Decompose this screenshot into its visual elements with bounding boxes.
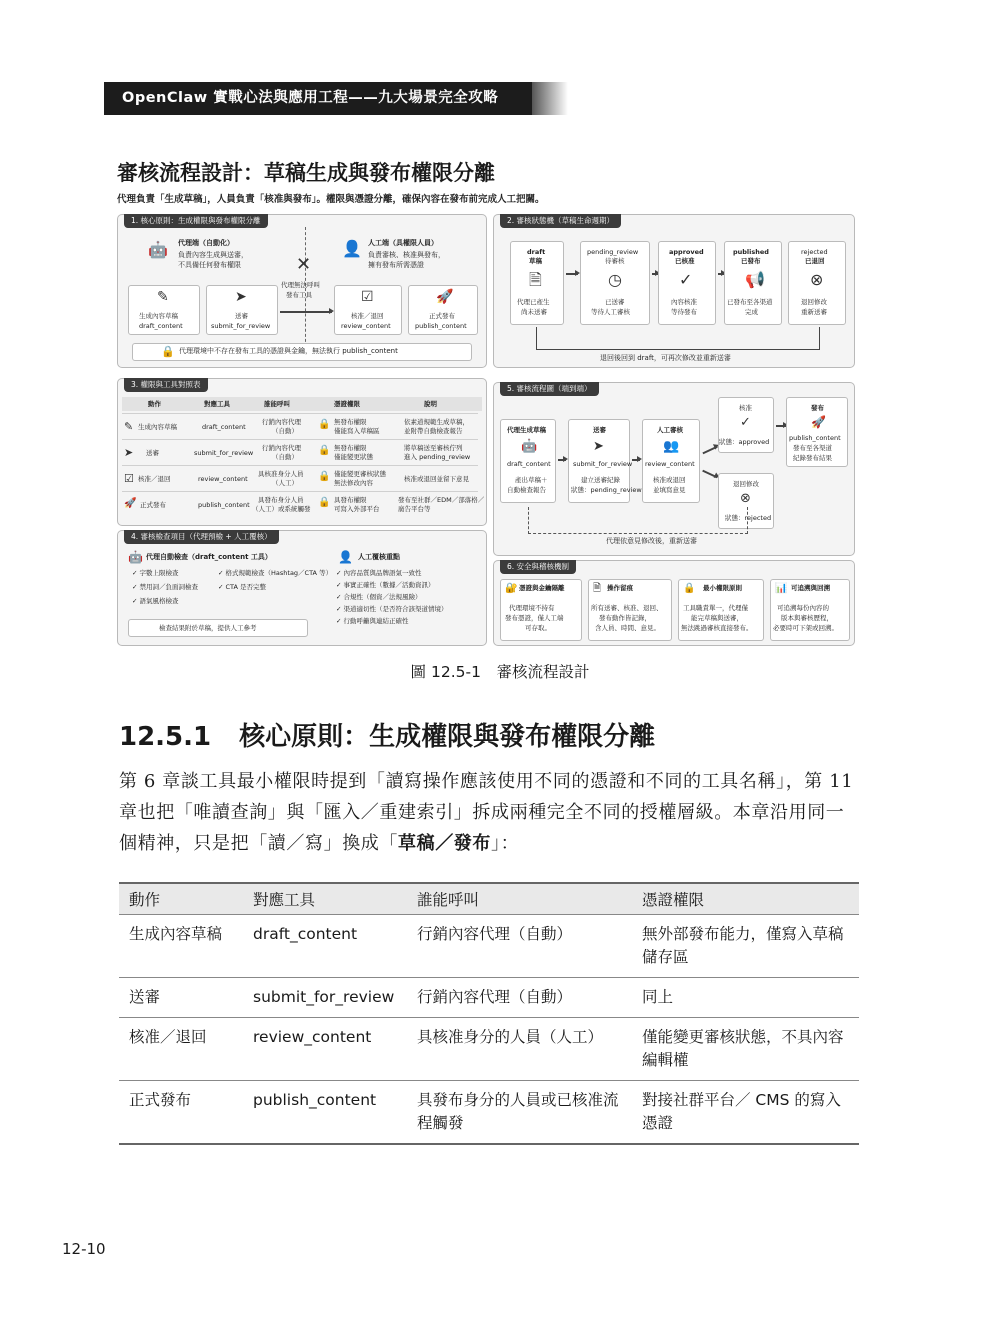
check-item: ✓ CTA 是否完整 — [218, 583, 267, 591]
security-item — [500, 579, 582, 641]
panel-label: 2. 審核狀態機（草稿生命週期） — [500, 214, 621, 228]
tool-box-draft — [128, 285, 200, 335]
approve-state: 狀態：approved — [719, 438, 770, 446]
check-item-text: 事實正確性（數據／活動資訊） — [343, 581, 435, 589]
check-item-text: 合規性（個資／法規風險） — [343, 593, 422, 601]
figure-title: 審核流程設計：草稿生成與發布權限分離 — [117, 161, 495, 185]
robot-icon: 🤖 — [521, 439, 538, 454]
tool-label: 送審 — [235, 312, 248, 320]
cell-caller: 具核准身分人員 — [258, 470, 304, 478]
state-desc: 已發布至各渠道 — [727, 298, 773, 306]
state-desc: 尚未送審 — [521, 308, 547, 316]
panel-check-items — [117, 530, 487, 646]
col-header: 動作 — [148, 400, 161, 408]
check-item-text: 禁用詞／負面詞檢查 — [139, 583, 199, 591]
check-circle-icon: ✓ — [740, 415, 751, 430]
flow-step-draft — [500, 419, 556, 503]
col-header: 對應工具 — [243, 883, 407, 915]
flow-arrow — [632, 459, 640, 461]
cell-tool: review_content — [243, 1018, 407, 1081]
security-title: 操作留痕 — [607, 584, 633, 592]
check-item: ✓ 行動呼籲與連結正確性 — [336, 617, 409, 625]
state-rejected — [788, 241, 846, 325]
lock-icon: 🔒 — [161, 345, 175, 358]
state-draft — [510, 241, 564, 325]
lock-icon: 🔒 — [318, 471, 331, 482]
state-desc: 代理已產生 — [517, 298, 550, 306]
check-item: ✓ 內容品質與品牌語氣一致性 — [336, 569, 422, 577]
table-row — [122, 413, 478, 435]
step-desc: 狀態：pending_review — [571, 486, 642, 494]
step-desc: 發布至各渠道 — [793, 444, 832, 452]
security-title: 最小權限原則 — [703, 584, 742, 592]
state-approved — [658, 241, 716, 325]
reject-label: 退回修改 — [733, 480, 759, 488]
step-desc: 核准或退回 — [653, 476, 686, 484]
step-tool: publish_content — [789, 434, 841, 442]
tool-name: draft_content — [139, 322, 183, 330]
security-desc: 發布憑證，僅人工端 — [505, 614, 564, 622]
cell-desc: 發布至社群／EDM／部落格／ — [398, 496, 485, 504]
flow-step-submit — [568, 419, 642, 503]
table-row — [119, 915, 859, 978]
credential-note — [132, 343, 472, 361]
cell-credential: 具發布權限 — [334, 496, 367, 504]
cell-credential: 僅能變更狀態 — [334, 453, 373, 461]
col-header: 說明 — [424, 400, 437, 408]
security-title: 憑證與金鑰隔離 — [519, 584, 565, 592]
cell-action: 核准／退回 — [138, 475, 171, 483]
agent-check-title: 代理自動檢查（draft_content 工具） — [146, 553, 272, 561]
agent-title: 代理端（自動化） — [178, 239, 234, 247]
document-icon: 🗎 — [593, 583, 602, 594]
key-lock-icon: 🔐 — [505, 583, 518, 594]
lock-icon: 🔒 — [683, 583, 696, 594]
check-item-text: 行動呼籲與連結正確性 — [343, 617, 409, 625]
checklist-icon: ☑ — [124, 472, 134, 485]
flow-arrow — [776, 425, 786, 427]
panel-permission-table — [117, 378, 487, 526]
state-published — [724, 241, 782, 325]
cell-tool: publish_content — [198, 501, 250, 509]
check-item-text: 語氣風格檢查 — [139, 597, 179, 605]
cell-desc: 將草稿送至審核佇列 — [404, 444, 463, 452]
check-item-text: 渠道適切性（是否符合該渠道情境） — [343, 605, 448, 613]
approve-arrow — [702, 446, 717, 454]
megaphone-icon: 📢 — [745, 270, 765, 289]
panel-label: 3. 權限與工具對照表 — [124, 378, 208, 392]
check-item: ✓ 字數上限檢查 — [132, 569, 179, 577]
pencil-icon: ✎ — [157, 289, 169, 305]
checklist-icon: ☑ — [361, 289, 374, 305]
step-title: 代理生成草稿 — [507, 426, 546, 434]
loop-note: 退回後回到 draft，可再次修改並重新送審 — [600, 354, 731, 362]
security-desc: 所有送審、核准、退回、 — [591, 604, 663, 612]
table-row — [122, 465, 478, 487]
panel-state-machine — [493, 214, 855, 368]
cell-caller: （人工）或系統觸發 — [252, 505, 311, 513]
running-header: OpenClaw 實戰心法與應用工程——九大場景完全攻略 — [104, 82, 532, 115]
col-header: 對應工具 — [204, 400, 230, 408]
check-item-text: 內容品質與品牌語氣一致性 — [343, 569, 422, 577]
cell-tool: draft_content — [243, 915, 407, 978]
document-icon: 🗎 — [529, 270, 542, 289]
table-row — [119, 1018, 859, 1081]
reject-arrow — [702, 470, 717, 478]
state-desc: 重新送審 — [801, 308, 827, 316]
check-item: ✓ 格式規範檢查（Hashtag／CTA 等） — [218, 569, 333, 577]
security-item — [770, 579, 850, 641]
cell-caller: 行銷內容代理 — [262, 444, 301, 452]
lock-icon: 🔒 — [318, 445, 331, 456]
cell-tool: submit_for_review — [243, 978, 407, 1018]
state-en: rejected — [801, 248, 828, 256]
check-item: ✓ 渠道適切性（是否符合該渠道情境） — [336, 605, 448, 613]
tool-box-publish — [408, 285, 478, 335]
state-desc: 等待人工審核 — [591, 308, 630, 316]
state-en: published — [733, 248, 769, 256]
loop-line — [528, 507, 748, 534]
paragraph-emphasis: 草稿／發布 — [398, 833, 491, 854]
check-circle-icon: ✓ — [679, 270, 693, 289]
step-tool: review_content — [645, 460, 695, 468]
section-number: 12.5.1 — [119, 722, 212, 752]
cell-desc: 並附帶自動檢查報告 — [404, 427, 463, 435]
check-item-text: 字數上限檢查 — [139, 569, 179, 577]
state-zh: 已核准 — [675, 257, 695, 265]
security-desc: 工具職責單一，代理僅 — [683, 604, 748, 612]
send-icon: ➤ — [593, 439, 604, 454]
col-header: 動作 — [119, 883, 243, 915]
cell-caller: 具發布身分的人員或已核准流程觸發 — [407, 1081, 632, 1145]
cell-credential: 對接社群平台／ CMS 的寫入憑證 — [632, 1081, 859, 1145]
cell-tool: review_content — [198, 475, 248, 483]
bar-chart-icon: 📊 — [775, 583, 788, 594]
state-desc: 等待發布 — [671, 308, 697, 316]
security-desc: 能完草稿與送審， — [691, 614, 743, 622]
step-title: 發布 — [811, 404, 824, 412]
figure-review-flow — [117, 148, 860, 648]
credential-note-text: 代理環境中不存在發布工具的憑證與金鑰，無法執行 publish_content — [179, 347, 398, 355]
check-item-text: 格式規範檢查（Hashtag／CTA 等） — [225, 569, 333, 577]
col-header: 誰能呼叫 — [407, 883, 632, 915]
paragraph-text: 」： — [491, 833, 520, 854]
step-desc: 建立送審紀錄 — [581, 476, 620, 484]
page-number: 12-10 — [62, 1240, 106, 1258]
flow-arrow — [558, 459, 566, 461]
cell-tool: submit_for_review — [194, 449, 254, 457]
cell-action: 正式發布 — [119, 1081, 243, 1145]
flow-step-publish — [786, 397, 848, 467]
cell-caller: 行銷內容代理（自動） — [407, 978, 632, 1018]
table-row — [119, 978, 859, 1018]
check-item: ✓ 禁用詞／負面詞檢查 — [132, 583, 199, 591]
cell-tool: publish_content — [243, 1081, 407, 1145]
people-icon: 👥 — [663, 439, 680, 454]
human-desc: 負責審核、核准與發布， — [368, 251, 445, 259]
state-zh: 待審核 — [605, 257, 625, 265]
send-icon: ➤ — [124, 446, 134, 459]
step-desc: 紀錄發布結果 — [793, 454, 832, 462]
agent-desc: 不具備任何發布權限 — [178, 261, 241, 269]
step-desc: 並填寫意見 — [653, 486, 686, 494]
panel-label: 1. 核心原則：生成權限與發布權限分離 — [124, 214, 268, 228]
col-header: 誰能呼叫 — [264, 400, 290, 408]
tool-name: submit_for_review — [211, 322, 271, 330]
cell-caller: 行銷內容代理（自動） — [407, 915, 632, 978]
cell-desc: 核准或退回並留下意見 — [404, 475, 469, 483]
approve-box — [718, 397, 774, 453]
cell-credential: 無發布權限 — [334, 418, 367, 426]
tool-name: review_content — [341, 322, 391, 330]
security-title: 可追溯與回溯 — [791, 584, 830, 592]
cell-action: 送審 — [119, 978, 243, 1018]
cell-desc: 進入 pending_review — [404, 453, 471, 461]
cell-credential: 可寫入外部平台 — [334, 505, 380, 513]
security-item — [588, 579, 672, 641]
running-header-fade — [532, 82, 568, 115]
check-item: ✓ 事實正確性（數據／活動資訊） — [336, 581, 435, 589]
table-row — [122, 491, 485, 513]
table-row — [122, 439, 478, 461]
table-header-row — [119, 883, 859, 915]
cannot-call-note: 代理無法呼叫 — [281, 281, 320, 289]
cell-credential: 僅能變更審核狀態，不具內容編輯權 — [632, 1018, 859, 1081]
send-icon: ➤ — [235, 289, 247, 305]
cell-desc: 廣告平台等 — [398, 505, 431, 513]
pencil-icon: ✎ — [124, 420, 134, 433]
security-desc: 發布動作皆記錄， — [599, 614, 651, 622]
tool-name: publish_content — [415, 322, 467, 330]
clock-icon: ◷ — [608, 270, 622, 289]
security-desc: 版本與審核歷程， — [781, 614, 833, 622]
rocket-icon: 🚀 — [124, 498, 137, 509]
approve-label: 核准 — [739, 404, 752, 412]
cell-tool: draft_content — [202, 423, 246, 431]
person-icon: 👤 — [342, 239, 362, 258]
figure-caption: 圖 12.5-1 審核流程設計 — [410, 663, 590, 681]
human-check-title: 人工覆核重點 — [358, 553, 400, 561]
step-title: 送審 — [593, 426, 606, 434]
cell-credential: 無外部發布能力，僅寫入草稿儲存區 — [632, 915, 859, 978]
cross-circle-icon: ⊗ — [810, 270, 824, 289]
reject-state: 狀態：rejected — [725, 514, 772, 522]
check-item: ✓ 合規性（個資／法規風險） — [336, 593, 422, 601]
security-item — [678, 579, 764, 641]
section-title: 核心原則：生成權限與發布權限分離 — [239, 722, 656, 752]
rocket-icon: 🚀 — [436, 289, 454, 305]
robot-icon: 🤖 — [128, 550, 143, 564]
section-heading — [119, 716, 655, 753]
tool-label: 核准／退回 — [351, 312, 384, 320]
state-en: approved — [669, 248, 704, 256]
step-tool: draft_content — [507, 460, 551, 468]
panel-core-principle — [117, 214, 487, 368]
cell-caller: 行銷內容代理 — [262, 418, 301, 426]
step-desc: 自動檢查報告 — [507, 486, 546, 494]
human-desc: 擁有發布所需憑證 — [368, 261, 424, 269]
flow-step-review — [642, 419, 700, 503]
col-header: 憑證權限 — [632, 883, 859, 915]
state-pending — [580, 241, 650, 325]
figure-subtitle: 代理負責「生成草稿」，人員負責「核准與發布」。權限與憑證分離，確保內容在發布前完成人工把關。 — [117, 194, 545, 205]
state-desc: 已送審 — [605, 298, 625, 306]
security-desc: 必要時可下架或回溯。 — [773, 624, 838, 632]
panel-security — [493, 560, 855, 646]
body-paragraph — [119, 766, 861, 859]
cell-action: 送審 — [146, 449, 159, 457]
robot-icon: 🤖 — [148, 240, 168, 259]
cell-credential: 無法修改內容 — [334, 479, 373, 487]
cell-caller: （自動） — [272, 427, 298, 435]
security-desc: 可存取。 — [525, 624, 551, 632]
step-desc: 產出草稿＋ — [515, 476, 548, 484]
cell-caller: （人工） — [272, 479, 298, 487]
panel-label: 4. 審核檢查項目（代理預檢 + 人工覆核） — [124, 530, 279, 544]
cell-action: 生成內容草稿 — [119, 915, 243, 978]
cell-credential: 無發布權限 — [334, 444, 367, 452]
permission-table — [119, 882, 859, 1145]
cross-icon: ✕ — [296, 254, 312, 275]
panel-flowchart — [493, 382, 855, 556]
cell-credential: 僅能變更審核狀態 — [334, 470, 386, 478]
loop-line — [536, 327, 820, 350]
state-desc: 退回修改 — [801, 298, 827, 306]
result-note — [128, 619, 308, 637]
cell-desc: 依素道規範生成草稿， — [404, 418, 469, 426]
state-desc: 內容核准 — [671, 298, 697, 306]
rocket-icon: 🚀 — [811, 415, 826, 429]
security-desc: 可追溯每份內容的 — [777, 604, 829, 612]
state-en: draft — [527, 248, 546, 256]
person-icon: 👤 — [338, 550, 353, 564]
cell-credential: 同上 — [632, 978, 859, 1018]
cell-credential: 僅能寫入草稿區 — [334, 427, 380, 435]
state-desc: 完成 — [745, 308, 758, 316]
flow-arrow — [566, 273, 578, 275]
cross-circle-icon: ⊗ — [740, 491, 751, 506]
paragraph-text: 第 6 章談工具最小權限時提到「讀寫操作應該使用不同的憑證和不同的工具名稱」，第 11 章也把「唯讀查詢」與「匯入／重建索引」拆成兩種完全不同的授權層級。本章沿用同一個精神，只是把「讀／寫」換成「 — [119, 771, 854, 854]
lock-icon: 🔒 — [318, 497, 331, 508]
cell-caller: 具核准身分的人員（人工） — [407, 1018, 632, 1081]
state-en: pending_review — [587, 248, 639, 256]
tool-box-review — [334, 285, 402, 335]
cell-caller: 具發布身分人員 — [258, 496, 304, 504]
tool-label: 生成內容草稿 — [139, 312, 178, 320]
step-title: 人工審核 — [657, 426, 683, 434]
col-header: 憑證權限 — [334, 400, 360, 408]
loop-note: 代理依意見修改後，重新送審 — [606, 537, 697, 545]
panel-label: 6. 安全與稽核機制 — [500, 560, 576, 574]
tool-box-submit — [206, 285, 278, 335]
state-zh: 草稿 — [529, 257, 542, 265]
cell-action: 核准／退回 — [119, 1018, 243, 1081]
result-note-text: 檢查結果附於草稿，提供人工參考 — [159, 624, 257, 632]
security-desc: 含人員、時間、意見。 — [595, 624, 660, 632]
step-tool: submit_for_review — [573, 460, 633, 468]
security-desc: 代理環境不持有 — [509, 604, 555, 612]
lock-icon: 🔒 — [318, 419, 331, 430]
cell-action: 生成內容草稿 — [138, 423, 177, 431]
cell-action: 正式發布 — [140, 501, 166, 509]
check-item-text: CTA 是否完整 — [225, 583, 267, 591]
table-row — [119, 1081, 859, 1145]
human-title: 人工端（具權限人員） — [368, 239, 438, 247]
cannot-call-note: 發布工具 — [286, 291, 312, 299]
flow-arrow — [280, 311, 332, 313]
security-desc: 無法跳過審核直接發布。 — [681, 624, 753, 632]
panel-label: 5. 審核流程圖（端到端） — [500, 382, 599, 396]
state-zh: 已發布 — [741, 257, 761, 265]
state-zh: 已退回 — [805, 257, 825, 265]
agent-desc: 負責內容生成與送審， — [178, 251, 248, 259]
cell-caller: （自動） — [272, 453, 298, 461]
check-item: ✓ 語氣風格檢查 — [132, 597, 179, 605]
tool-label: 正式發布 — [429, 312, 455, 320]
